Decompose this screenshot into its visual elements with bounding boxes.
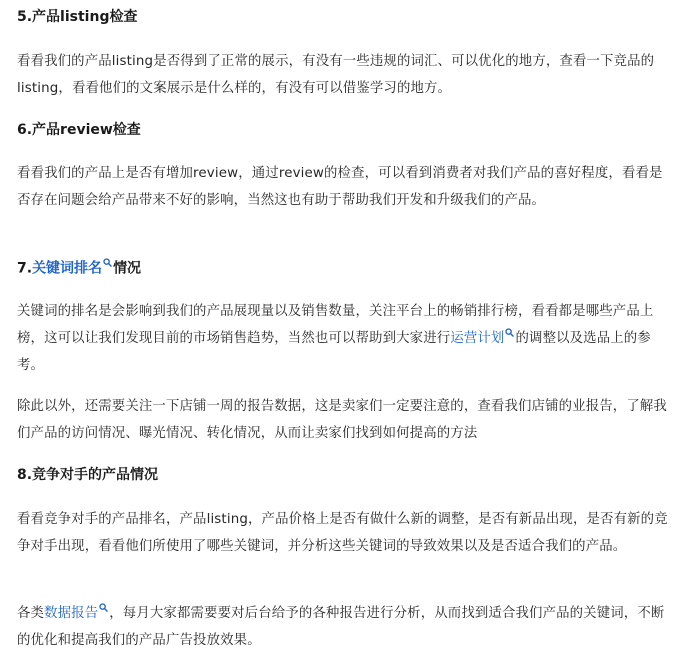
heading-suffix: 情况 bbox=[113, 260, 142, 277]
paragraph-keyword-rank bbox=[17, 298, 669, 379]
search-icon[interactable] bbox=[505, 328, 514, 337]
section-heading-listing-check: 5.产品listing检查 bbox=[17, 9, 138, 25]
search-icon[interactable] bbox=[103, 258, 112, 267]
paragraph-text-part: 的调整以及选品上的参考。 bbox=[17, 331, 651, 373]
heading-prefix: 7. bbox=[17, 260, 33, 277]
section-heading-keyword-rank bbox=[17, 258, 141, 279]
search-icon[interactable] bbox=[99, 603, 108, 612]
keyword-link-keyword-rank[interactable]: 关键词排名 bbox=[32, 260, 103, 277]
keyword-link-data-report[interactable]: 数据报告 bbox=[44, 606, 99, 621]
paragraph-data-report bbox=[17, 600, 669, 654]
section-heading-review-check: 6.产品review检查 bbox=[17, 122, 141, 138]
keyword-link-operation-plan[interactable]: 运营计划 bbox=[450, 331, 505, 346]
paragraph-shop-report: 除此以外，还需要关注一下店铺一周的报告数据，这是卖家们一定要注意的，查看我们店铺的业报告，了解我们产品的访问情况、曝光情况、转化情况，从而让卖家们找到如何提高的方法 bbox=[17, 399, 667, 441]
paragraph-text-part: 各类 bbox=[17, 606, 45, 621]
section-heading-competitor: 8.竞争对手的产品情况 bbox=[17, 467, 159, 483]
paragraph-listing-check: 看看我们的产品listing是否得到了正常的展示，有没有一些违规的词汇、可以优化的地方，查看一下竞品的listing，看看他们的文案展示是什么样的，有没有可以借鉴学习的地方。 bbox=[17, 54, 655, 96]
paragraph-text-part: ，每月大家都需要要对后台给予的各种报告进行分析，从而找到适合我们产品的关键词，不断的优化和提高我们的产品广告投放效果。 bbox=[17, 606, 665, 648]
paragraph-text-part: 关键词的排名是会影响到我们的产品展现量以及销售数量，关注平台上的畅销排行榜，看看都是哪些产品上榜，这可以让我们发现目前的市场销售趋势，当然也可以帮助到大家进行 bbox=[17, 304, 654, 346]
paragraph-competitor: 看看竞争对手的产品排名，产品listing，产品价格上是否有做什么新的调整，是否有新品出现，是否有新的竞争对手出现，看看他们所使用了哪些关键词，并分析这些关键词的导致效果以及是否适合我们的产品。 bbox=[17, 512, 668, 554]
paragraph-review-check: 看看我们的产品上是否有增加review，通过review的检查，可以看到消费者对我们产品的喜好程度，看看是否存在问题会给产品带来不好的影响，当然这也有助于帮助我们开发和升级我们的产品。 bbox=[17, 166, 663, 208]
